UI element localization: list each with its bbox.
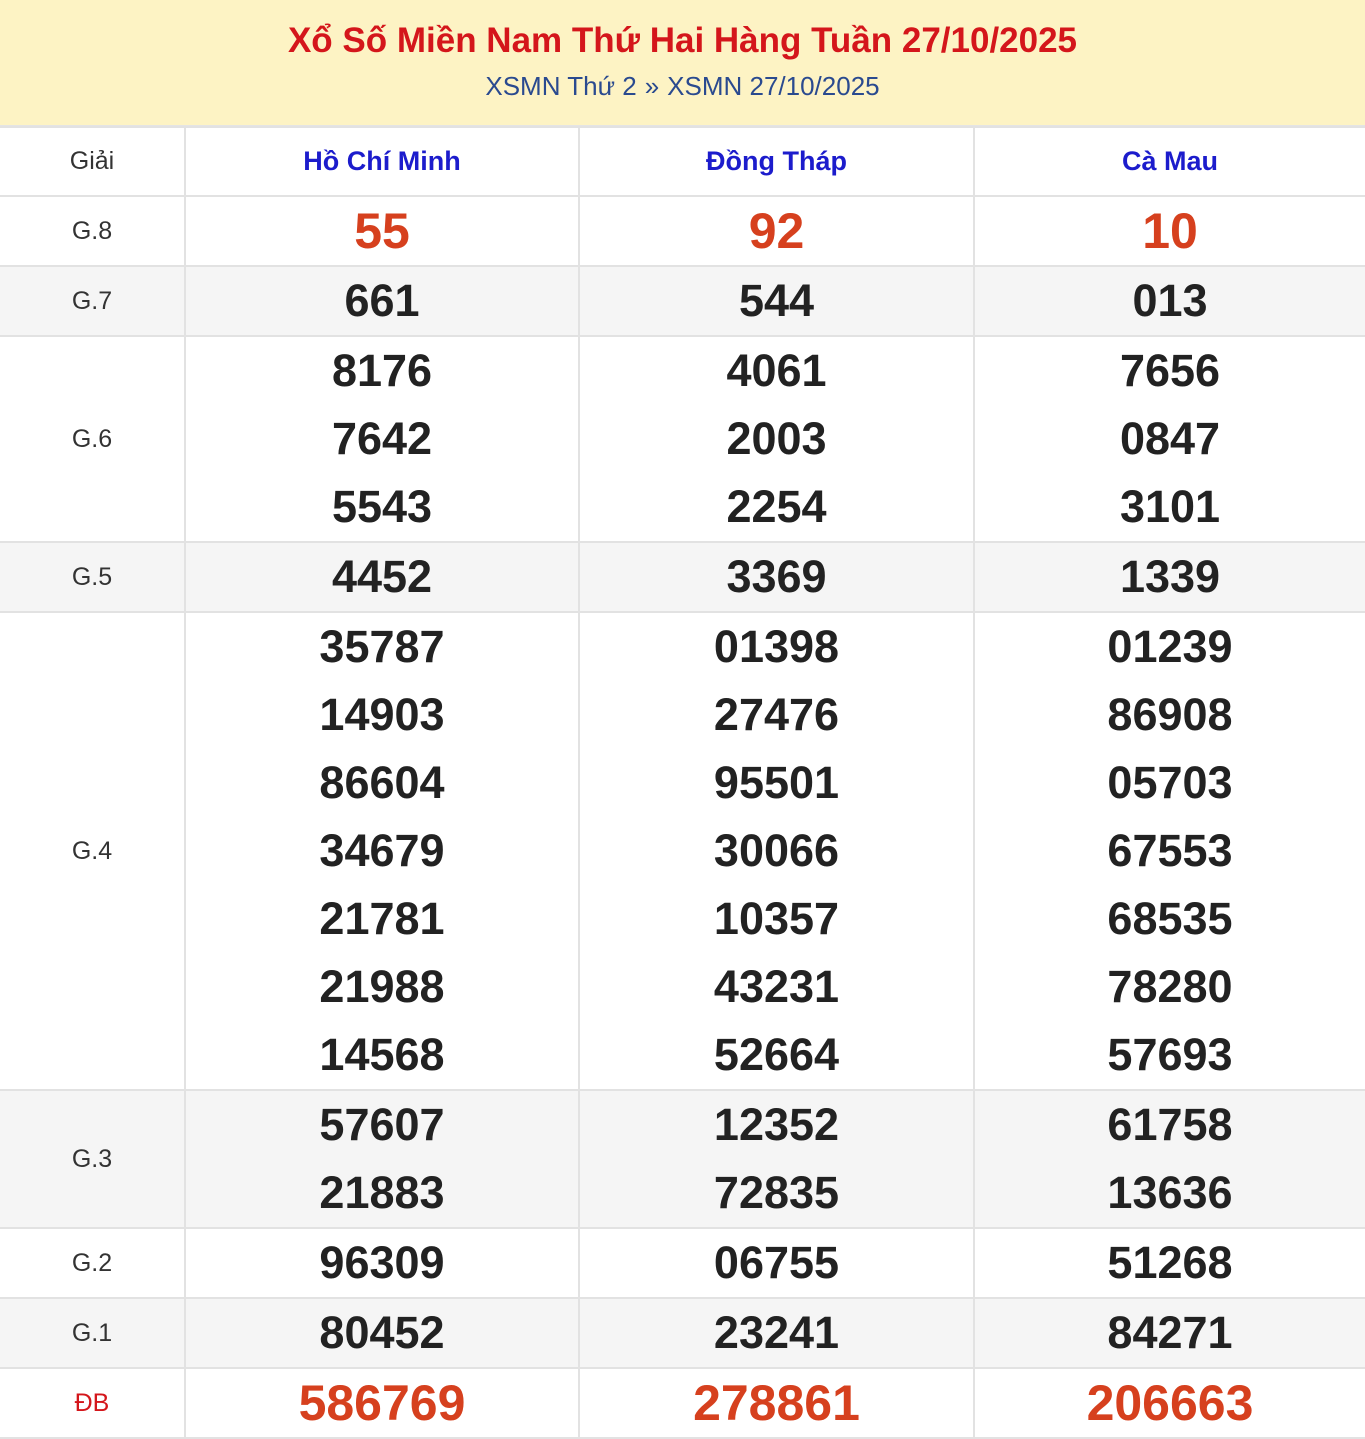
result-number: 61758 [1107, 1099, 1233, 1150]
result-number: 586769 [298, 1375, 466, 1431]
breadcrumb-link-weekday[interactable]: XSMN Thứ 2 [485, 71, 637, 101]
result-number: 1339 [1119, 551, 1221, 602]
result-number: 23241 [713, 1307, 840, 1358]
result-cell [185, 1090, 579, 1228]
result-cell [579, 266, 974, 336]
prize-row [0, 266, 1365, 336]
result-number: 72835 [713, 1167, 840, 1218]
result-cell [185, 336, 579, 542]
prize-row [0, 1368, 1365, 1438]
result-cell [185, 1228, 579, 1298]
result-number: 206663 [1086, 1375, 1254, 1431]
result-cell [974, 1228, 1365, 1298]
breadcrumb-link-date[interactable]: XSMN 27/10/2025 [667, 71, 880, 101]
result-number: 92 [748, 203, 805, 259]
result-number: 57693 [1107, 1029, 1233, 1080]
result-cell [974, 1090, 1365, 1228]
result-cell [974, 542, 1365, 612]
result-number: 95501 [713, 757, 840, 808]
result-number: 21781 [319, 893, 445, 944]
prize-label: ĐB [0, 1368, 185, 1438]
prize-row [0, 1228, 1365, 1298]
breadcrumb-separator: » [644, 71, 660, 101]
result-number: 43231 [713, 961, 840, 1012]
result-number: 5543 [331, 481, 433, 532]
result-number: 10 [1142, 203, 1198, 259]
result-number: 86908 [1107, 689, 1233, 740]
province-header[interactable]: Đồng Tháp [579, 127, 974, 196]
result-number: 8176 [331, 345, 433, 396]
result-cell [185, 266, 579, 336]
result-cell [974, 266, 1365, 336]
result-number: 78280 [1107, 961, 1233, 1012]
result-number: 80452 [319, 1307, 445, 1358]
result-cell [579, 612, 974, 1090]
results-table [0, 126, 1365, 1439]
result-cell [579, 1090, 974, 1228]
result-number: 21883 [319, 1167, 445, 1218]
result-number: 06755 [713, 1237, 840, 1288]
prize-label: G.8 [0, 196, 185, 266]
result-number: 21988 [319, 961, 445, 1012]
result-number: 57607 [319, 1099, 445, 1150]
result-number: 67553 [1107, 825, 1233, 876]
result-cell [974, 612, 1365, 1090]
prize-row [0, 612, 1365, 1090]
result-number: 14568 [319, 1029, 445, 1080]
result-number: 84271 [1107, 1307, 1233, 1358]
result-number: 86604 [319, 757, 445, 808]
result-number: 4452 [331, 551, 433, 602]
results-header [0, 0, 1365, 126]
result-cell [974, 336, 1365, 542]
result-number: 10357 [713, 893, 840, 944]
prize-row [0, 1298, 1365, 1368]
province-header[interactable]: Cà Mau [974, 127, 1365, 196]
prize-column-header: Giải [0, 127, 185, 196]
result-number: 55 [354, 203, 410, 259]
result-number: 52664 [713, 1029, 840, 1080]
prize-label: G.4 [0, 612, 185, 1090]
prize-row [0, 336, 1365, 542]
result-number: 7642 [331, 413, 433, 464]
result-cell [185, 1368, 579, 1438]
result-number: 27476 [713, 689, 840, 740]
result-number: 544 [738, 275, 815, 326]
result-number: 2254 [726, 481, 827, 532]
result-number: 96309 [319, 1237, 445, 1288]
result-number: 34679 [319, 825, 445, 876]
result-number: 12352 [713, 1099, 840, 1150]
breadcrumb [0, 71, 1365, 101]
result-number: 2003 [726, 413, 827, 464]
result-number: 05703 [1107, 757, 1233, 808]
prize-label: G.3 [0, 1090, 185, 1228]
result-number: 013 [1132, 275, 1208, 326]
result-number: 68535 [1107, 893, 1233, 944]
result-cell [579, 542, 974, 612]
result-number: 01398 [713, 621, 840, 672]
page-title: Xổ Số Miền Nam Thứ Hai Hàng Tuần 27/10/2025 [287, 21, 1078, 60]
result-number: 7656 [1119, 345, 1221, 396]
prize-label: G.7 [0, 266, 185, 336]
prize-row [0, 196, 1365, 266]
result-cell [579, 1298, 974, 1368]
prize-label: G.1 [0, 1298, 185, 1368]
result-cell [579, 1368, 974, 1438]
prize-row [0, 1090, 1365, 1228]
result-number: 51268 [1107, 1237, 1233, 1288]
result-number: 4061 [726, 345, 827, 396]
result-cell [974, 196, 1365, 266]
result-cell [579, 1228, 974, 1298]
result-cell [974, 1368, 1365, 1438]
province-header[interactable]: Hồ Chí Minh [185, 127, 579, 196]
result-number: 3101 [1119, 481, 1221, 532]
result-cell [579, 336, 974, 542]
result-number: 278861 [693, 1375, 860, 1431]
result-number: 30066 [713, 825, 840, 876]
prize-label: G.5 [0, 542, 185, 612]
result-cell [185, 542, 579, 612]
prize-label: G.2 [0, 1228, 185, 1298]
result-cell [185, 1298, 579, 1368]
result-number: 3369 [726, 551, 827, 602]
result-number: 35787 [319, 621, 445, 672]
result-number: 0847 [1119, 413, 1221, 464]
result-cell [185, 196, 579, 266]
result-number: 01239 [1107, 621, 1233, 672]
result-cell [185, 612, 579, 1090]
prize-row [0, 542, 1365, 612]
result-number: 13636 [1107, 1167, 1233, 1218]
table-header-row [0, 127, 1365, 196]
result-cell [974, 1298, 1365, 1368]
result-number: 14903 [319, 689, 445, 740]
prize-label: G.6 [0, 336, 185, 542]
result-cell [579, 196, 974, 266]
result-number: 661 [344, 275, 420, 326]
